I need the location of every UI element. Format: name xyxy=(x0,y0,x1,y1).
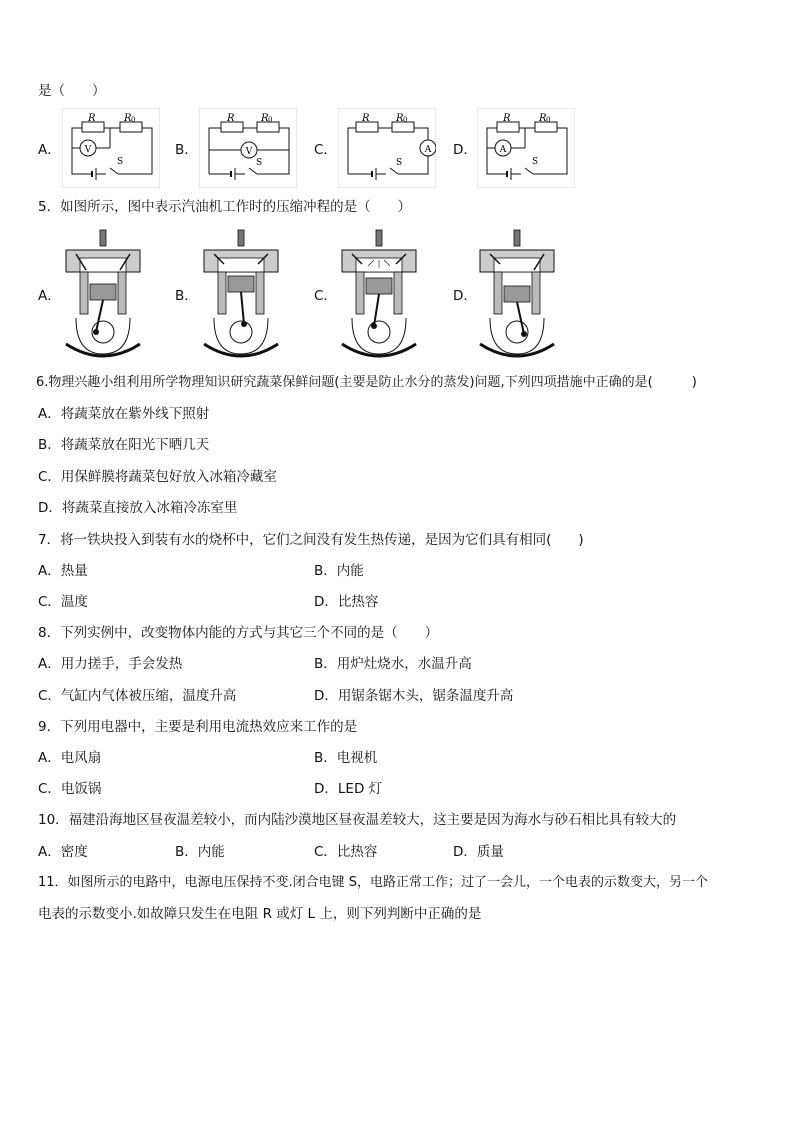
engine-diagram-d xyxy=(476,228,560,364)
q10-stem: 10．福建沿海地区昼夜温差较小，而内陆沙漠地区昼夜温差较大，这主要是因为海水与砂石相比具有较大的 xyxy=(38,812,677,828)
q6-option-b[interactable]: B．将蔬菜放在阳光下晒几天 xyxy=(38,437,210,453)
resistor-r0-subscript: 0 xyxy=(403,116,408,124)
q7-stem: 7．将一铁块投入到装有水的烧杯中，它们之间没有发生热传递，是因为它们具有相同( ) xyxy=(38,532,584,548)
q6-option-d[interactable]: D．将蔬菜直接放入冰箱冷冻室里 xyxy=(38,500,238,516)
q5-option-b-label[interactable]: B． xyxy=(175,288,198,304)
q9-option-b[interactable]: B．电视机 xyxy=(314,750,378,766)
circuit-diagram-d xyxy=(477,108,575,188)
ammeter-label: A xyxy=(424,145,432,155)
switch-label: S xyxy=(532,157,539,167)
q9-option-d[interactable]: D．LED 灯 xyxy=(314,781,383,797)
resistor-r0-label: R xyxy=(124,113,132,124)
q8-option-c[interactable]: C．气缸内气体被压缩，温度升高 xyxy=(38,688,237,704)
engine-diagram-b xyxy=(200,228,284,364)
q10-option-a[interactable]: A．密度 xyxy=(38,844,88,860)
resistor-r0-label: R xyxy=(261,113,269,124)
circuit-diagram-c xyxy=(338,108,436,188)
q4-option-a-label[interactable]: A． xyxy=(38,142,61,158)
q8-option-d[interactable]: D．用锯条锯木头，锯条温度升高 xyxy=(314,688,514,704)
q11-stem-line2: 电表的示数变小.如故障只发生在电阻 R 或灯 L 上，则下列判断中正确的是 xyxy=(38,906,482,922)
resistor-r0-label: R xyxy=(539,113,547,124)
q5-option-a-label[interactable]: A． xyxy=(38,288,61,304)
switch-label: S xyxy=(256,158,263,168)
q6-stem: 6.物理兴趣小组利用所学物理知识研究蔬菜保鲜问题(主要是防止水分的蒸发)问题,下列四项措施中正确的是( ) xyxy=(36,375,697,390)
switch-label: S xyxy=(117,157,124,167)
circuit-diagram-a xyxy=(62,108,160,188)
resistor-r-label: R xyxy=(503,113,511,124)
voltmeter-label: V xyxy=(84,145,92,155)
switch-label: S xyxy=(396,158,403,168)
voltmeter-label: V xyxy=(245,147,253,157)
q10-option-c[interactable]: C．比热容 xyxy=(314,844,378,860)
q5-option-c-label[interactable]: C． xyxy=(314,288,337,304)
circuit-diagram-b xyxy=(199,108,297,188)
q4-option-d-label[interactable]: D． xyxy=(453,142,477,158)
resistor-r0-subscript: 0 xyxy=(268,116,273,124)
q6-option-a[interactable]: A．将蔬菜放在紫外线下照射 xyxy=(38,406,210,422)
q4-option-c-label[interactable]: C． xyxy=(314,142,337,158)
resistor-r0-subscript: 0 xyxy=(131,116,136,124)
ammeter-label: A xyxy=(499,145,507,155)
resistor-r-label: R xyxy=(362,113,370,124)
q11-stem-line1: 11．如图所示的电路中，电源电压保持不变.闭合电键 S，电路正常工作；过了一会儿，一个电表的示数变大，另一个 xyxy=(38,875,709,890)
resistor-r-label: R xyxy=(227,113,235,124)
q4-option-b-label[interactable]: B． xyxy=(175,142,198,158)
q8-stem: 8．下列实例中，改变物体内能的方式与其它三个不同的是（ ） xyxy=(38,625,439,641)
q7-option-a[interactable]: A．热量 xyxy=(38,563,88,579)
q10-option-d[interactable]: D．质量 xyxy=(453,844,504,860)
q6-option-c[interactable]: C．用保鲜膜将蔬菜包好放入冰箱冷藏室 xyxy=(38,469,277,485)
resistor-r0-subscript: 0 xyxy=(546,116,551,124)
q5-stem: 5．如图所示，图中表示汽油机工作时的压缩冲程的是（ ） xyxy=(38,199,412,215)
q7-option-d[interactable]: D．比热容 xyxy=(314,594,379,610)
resistor-r0-label: R xyxy=(396,113,404,124)
q10-option-b[interactable]: B．内能 xyxy=(175,844,225,860)
q9-option-a[interactable]: A．电风扇 xyxy=(38,750,102,766)
q5-option-d-label[interactable]: D． xyxy=(453,288,477,304)
q7-option-c[interactable]: C．温度 xyxy=(38,594,88,610)
engine-diagram-c xyxy=(338,228,422,364)
q9-option-c[interactable]: C．电饭锅 xyxy=(38,781,102,797)
q7-option-b[interactable]: B．内能 xyxy=(314,563,364,579)
q8-option-a[interactable]: A．用力搓手，手会发热 xyxy=(38,656,183,672)
engine-diagram-a xyxy=(62,228,146,364)
q4-stem-tail: 是（ ） xyxy=(38,83,106,99)
resistor-r-label: R xyxy=(88,113,96,124)
q8-option-b[interactable]: B．用炉灶烧水，水温升高 xyxy=(314,656,472,672)
q9-stem: 9．下列用电器中，主要是利用电流热效应来工作的是 xyxy=(38,719,358,735)
